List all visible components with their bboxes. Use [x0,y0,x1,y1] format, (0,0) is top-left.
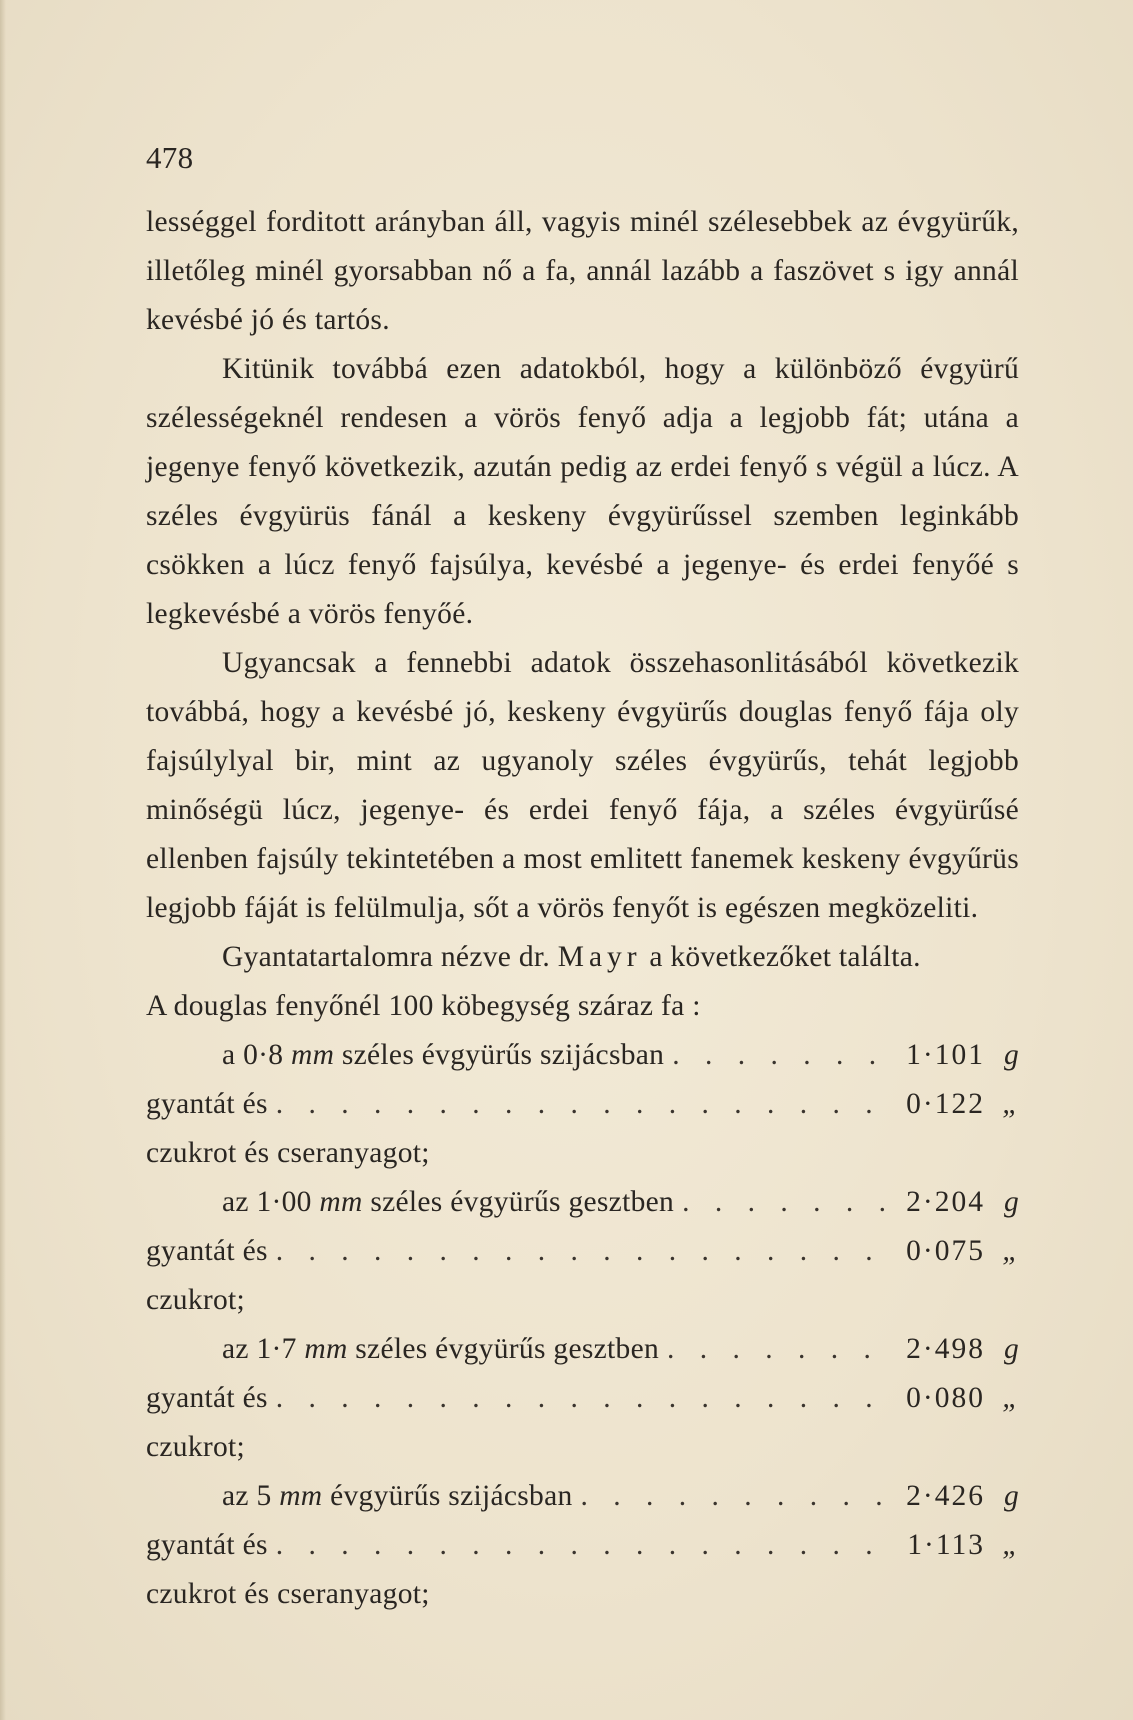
measurement-value: 1·101 [906,1039,985,1071]
tail-row: czukrot; [146,1431,246,1463]
tail-row: czukrot; [146,1284,246,1316]
leader-dots [682,1178,898,1227]
resin-row: gyantát és . . . 0·075 „ [146,1227,1019,1276]
ditto-mark: „ [1002,1382,1019,1414]
page-number: 478 [146,140,194,175]
tail-row: czukrot és cseranyagot; [146,1578,430,1610]
ditto-mark: „ [1002,1088,1019,1120]
resin-value: 0·075 [906,1235,985,1267]
measurement-row: az 1·7 mm széles évgyürűs gesztben . . . 2·498 g [146,1325,1019,1374]
leader-dots [581,1472,899,1521]
ditto-mark: „ [1002,1235,1019,1267]
measurement-row: a 0·8 mm széles évgyürűs szijácsban . . . 1·101 g [146,1031,1019,1080]
resin-row: gyantát és . . . 0·080 „ [146,1374,1019,1423]
resin-value: 1·113 [907,1529,985,1561]
paragraph: Kitünik továbbá ezen adatokból, hogy a különböző évgyürű szélességeknél rendesen a vörös fenyő adja a legjobb fát; utána a jegenye fenyő következik, azután pedig az erdei fenyő s végül a lúcz. A széles évgyürüs fánál a keskeny évgyürűssel szemben leginkább csökken a lúcz fenyő fajsúlya, kevésbé a jegenye- és erdei fenyőé s legkevésbé a vörös fenyőé. [146,353,1019,630]
measurement-unit: g [1003,1186,1019,1218]
measurement-value: 2·204 [906,1186,985,1218]
leader-dots [672,1031,898,1080]
measurement-row: az 1·00 mm széles évgyürűs gesztben . . . 2·204 g [146,1178,1019,1227]
douglas-line: A douglas fenyőnél 100 köbegység száraz fa : [146,990,701,1022]
measurement-unit: g [1003,1039,1019,1071]
body-text [146,198,1019,1619]
resin-value: 0·080 [906,1382,985,1414]
measurement-row: az 5 mm évgyürűs szijácsban . . . 2·426 g [146,1472,1019,1521]
leader-dots [276,1521,899,1570]
measurement-value: 2·426 [906,1480,985,1512]
page-edge-shadow [0,0,6,1720]
ditto-mark: „ [1002,1529,1019,1561]
leader-dots [276,1227,898,1276]
leader-dots [667,1325,898,1374]
resin-row: gyantát és . . . 1·113 „ [146,1521,1019,1570]
resin-value: 0·122 [906,1088,985,1120]
measurement-unit: g [1003,1480,1019,1512]
tail-row: czukrot és cseranyagot; [146,1137,430,1169]
paragraph: Ugyancsak a fennebbi adatok összehasonlitásából következik továbbá, hogy a kevésbé jó, keskeny évgyürűs douglas fenyő fája oly fajsúlylyal bir, mint az ugyanoly széles évgyürűs, tehát legjobb minőségü lúcz, jegenye- és erdei fenyő fája, a széles évgyürűsé ellenben fajsúly tekintetében a most emlitett fanemek keskeny évgyűrüs legjobb fáját is felülmulja, sőt a vörös fenyőt is egészen megközeliti. [146,647,1019,924]
measurement-value: 2·498 [906,1333,985,1365]
paragraph: lességgel forditott arányban áll, vagyis minél szélesebbek az évgyürűk, illetőleg minél gyorsabban nő a fa, annál lazább a faszövet s igy annál kevésbé jó és tartós. [146,206,1019,336]
resin-row: gyantát és . . . 0·122 „ [146,1080,1019,1129]
leader-dots [276,1374,898,1423]
leader-dots [276,1080,898,1129]
resin-intro: Gyantatartalomra nézve dr. Mayr a következőket találta. [222,941,921,973]
author-name: Mayr [557,941,642,973]
measurement-unit: g [1003,1333,1019,1365]
